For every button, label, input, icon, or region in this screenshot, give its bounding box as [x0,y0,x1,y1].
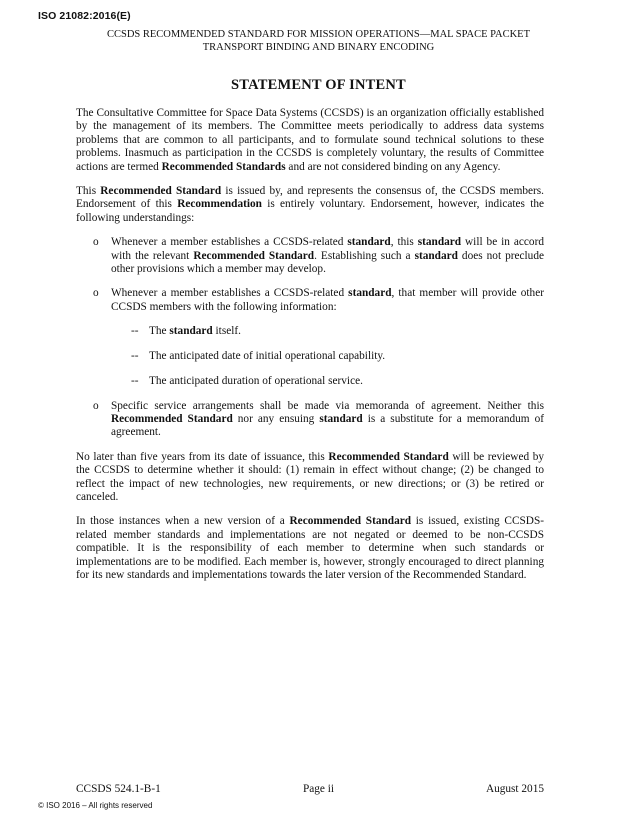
list-item: o Specific service arrangements shall be made via memoranda of agreement. Neither this Recommended Standard nor any ensuing standard is a substitute for a memorandum of agreement. [93,399,545,439]
information-sublist [111,325,544,388]
running-header-line-2: TRANSPORT BINDING AND BINARY ENCODING [202,42,435,53]
running-header [60,28,577,54]
footer-doc-number: CCSDS 524.1-B-1 [76,783,161,795]
dash-marker: -- [131,325,139,338]
bullet-marker: o [93,236,99,249]
dash-marker: -- [131,375,139,388]
footer-page-number: Page ii [302,783,335,795]
bullet-marker: o [93,287,99,300]
footer-date: August 2015 [485,783,544,795]
understandings-list [76,236,544,439]
sublist-item: -- The standard itself. [131,325,241,338]
iso-document-id: ISO 21082:2016(E) [38,10,131,22]
bullet-marker: o [93,399,99,412]
paragraph-new-version: In those instances when a new version of a Recommended Standard is issued, existing CCSDS-related member standards and implementations are not negated or deemed to be non-CCSDS compatible. It is the responsibility of each member to determine when such standards or implementations are to be modified. Each member is, however, strongly encouraged to direct planning for its new standards and implementations towards the later version of the Recommended Standard. [76,515,544,581]
paragraph-endorsement: This Recommended Standard is issued by, and represents the consensus of, the CCSDS members. Endorsement of this Recommendation is entirely voluntary. Endorsement, however, indicates the following understandings: [76,185,545,224]
list-item: o Whenever a member establishes a CCSDS-related standard, this standard will be in accord with the relevant Recommended Standard. Establishing such a standard does not preclude other provisions which a member may develop. [93,236,544,276]
paragraph-ccsds-intro: The Consultative Committee for Space Data Systems (CCSDS) is an organization officially established by the management of its members. The Committee meets periodically to address data systems problems that are common to all participants, and to formulate sound technical solutions to these problems. Inasmuch as participation in the CCSDS is completely voluntary, the results of Committee actions are termed Recommended Standards and are not considered binding on any Agency. [76,107,544,173]
body-text [76,107,544,593]
sublist-item: -- The anticipated date of initial operational capability. [131,350,386,363]
running-header-line-1: CCSDS RECOMMENDED STANDARD FOR MISSION OPERATIONS—MAL SPACE PACKET [106,29,531,40]
list-item: o Whenever a member establishes a CCSDS-related standard, that member will provide other CCSDS members with the following information: -- The standard itself. -- The anticipated date of initial operational capability. -- The anticipated duration of operational service. [93,287,544,388]
sublist-item: -- The anticipated duration of operational service. [131,375,363,388]
copyright-notice: © ISO 2016 – All rights reserved [38,801,153,810]
section-title: STATEMENT OF INTENT [231,77,406,93]
paragraph-review: No later than five years from its date of issuance, this Recommended Standard will be reviewed by the CCSDS to determine whether it should: (1) remain in effect without change; (2) be changed to reflect the impact of new technologies, new requirements, or new directions; or (3) be retired or canceled. [76,450,544,503]
dash-marker: -- [131,350,139,363]
